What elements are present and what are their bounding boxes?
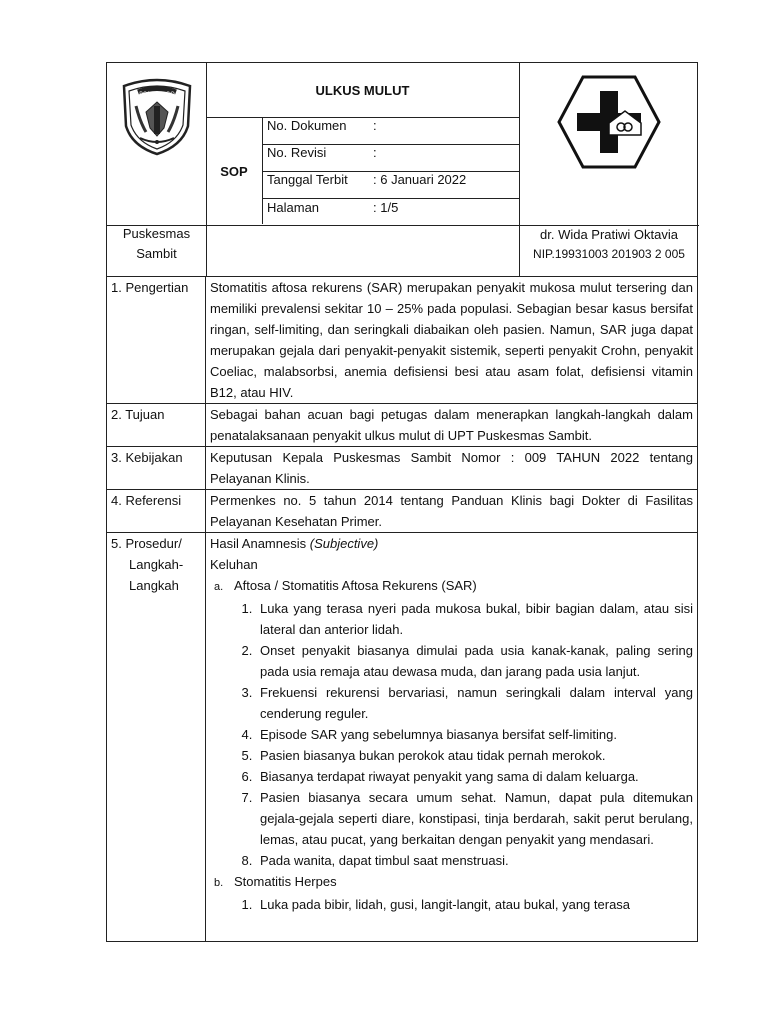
list-item: 8. Pada wanita, dapat timbul saat menstruasi. [256,850,693,871]
sop-label: SOP [220,164,248,179]
section-text: Permenkes no. 5 tahun 2014 tentang Panduan Klinis bagi Dokter di Fasilitas Pelayanan Kesehatan Primer. [206,490,698,533]
field-value-halaman: : 1/5 [373,200,399,215]
section-referensi [107,490,698,533]
section-label: 2. Tujuan [107,404,206,447]
prosedur-label-2: Langkah- [129,557,184,572]
signer-nip: NIP.19931003 201903 2 005 [533,247,685,261]
prosedur-label-3: Langkah [129,578,179,593]
sop-document [106,62,698,942]
group-b-title: b. Stomatitis Herpes [214,874,337,889]
org-name-line2: Sambit [136,246,177,261]
section-text: Keputusan Kepala Puskesmas Sambit Nomor : 009 TAHUN 2022 tentang Pelayanan Klinis. [206,447,698,490]
group-a-list [210,598,693,871]
field-value-tanggal-terbit: : 6 Januari 2022 [373,172,467,187]
list-item: 6. Biasanya terdapat riwayat penyakit yang sama di dalam keluarga. [256,766,693,787]
org-name-line1: Puskesmas [122,226,191,241]
list-item: 5. Pasien biasanya bukan perokok atau tidak pernah merokok. [256,745,693,766]
field-value-no-dokumen: : [373,118,377,133]
section-kebijakan [107,447,698,490]
field-value-no-revisi: : [373,145,377,160]
document-title: ULKUS MULUT [315,83,410,98]
list-item: 3. Frekuensi rekurensi bervariasi, namun seringkali dalam interval yang cenderung reguler. [256,682,693,724]
section-text: Stomatitis aftosa rekurens (SAR) merupakan penyakit mukosa mulut tersering dan memiliki prevalensi sekitar 10 – 25% pada populasi. Sebagian besar kasus bersifat ringan, self-limiting, dan seringkali diabaikan oleh pasien. Namun, SAR juga dapat merupakan gejala dari penyakit-penyakit sistemik, seperti penyakit Crohn, penyakit Coeliac, malabsorbsi, anemia defisiensi besi atau asam folat, defisiensi vitamin B12, atau HIV. [206,277,698,404]
section-label [107,533,206,942]
list-item: 1. Luka pada bibir, lidah, gusi, langit-langit, atau bukal, yang terasa [256,894,693,915]
list-item: 4. Episode SAR yang sebelumnya biasanya bersifat self-limiting. [256,724,693,745]
svg-text:PONOROGO: PONOROGO [139,91,175,98]
field-label-no-dokumen: No. Dokumen [267,118,347,133]
signer-name: dr. Wida Pratiwi Oktavia [540,227,678,242]
field-label-tanggal-terbit: Tanggal Terbit [267,172,348,187]
section-label: 3. Kebijakan [107,447,206,490]
list-item: 1. Luka yang terasa nyeri pada mukosa bukal, bibir bagian dalam, atau sisi lateral dan anterior lidah. [256,598,693,640]
section-tujuan [107,404,698,447]
sop-header [106,62,698,277]
group-a-title: a. Aftosa / Stomatitis Aftosa Rekurens (SAR) [214,578,477,593]
section-pengertian [107,277,698,404]
list-item: 7. Pasien biasanya secara umum sehat. Namun, dapat pula ditemukan gejala-gejala seperti diare, konstipasi, tinja berdarah, sakit perut berulang, lemas, atau pucat, yang berkaitan dengan penyakit yang mendasari. [256,787,693,850]
keluhan-subheading: Keluhan [210,557,258,572]
section-label: 1. Pengertian [107,277,206,404]
anamnesis-heading: Hasil Anamnesis (Subjective) [210,536,379,551]
section-text: Sebagai bahan acuan bagi petugas dalam menerapkan langkah-langkah dalam penatalaksanaan penyakit ulkus mulut di UPT Puskesmas Sambit. [206,404,698,447]
prosedur-label-1: 5. Prosedur/ [111,536,182,551]
section-label: 4. Referensi [107,490,206,533]
list-item: 2. Onset penyakit biasanya dimulai pada usia kanak-kanak, paling sering pada usia remaja atau dewasa muda, dan jarang pada usia lanjut. [256,640,693,682]
field-label-no-revisi: No. Revisi [267,145,327,160]
sop-body-table [106,276,698,942]
puskesmas-logo [557,75,661,169]
group-b-list [210,894,693,915]
section-prosedur [107,533,698,942]
section-content [206,533,698,942]
ponorogo-seal-logo [116,76,198,158]
field-label-halaman: Halaman [267,200,320,215]
